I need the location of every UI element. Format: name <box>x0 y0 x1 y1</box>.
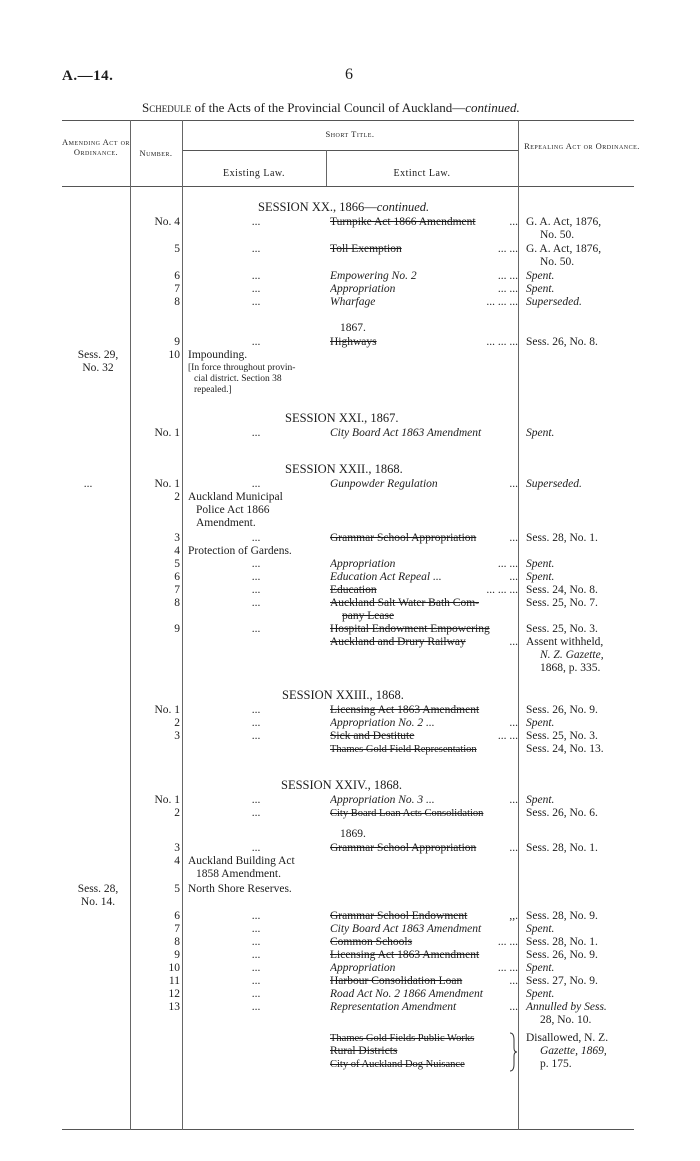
extinct-law <box>330 283 518 296</box>
short-title-rule <box>182 150 518 151</box>
session-title: SESSION XX., 1866— <box>258 200 377 214</box>
extinct-law <box>330 717 518 730</box>
repealing-act: Spent. <box>526 988 555 1000</box>
table-row <box>0 491 700 504</box>
existing-law: ... <box>251 988 261 1000</box>
title-suffix: continued. <box>465 100 520 115</box>
repealing-act: Spent. <box>526 962 555 974</box>
existing-law: ... <box>251 270 261 282</box>
extinct-text: Grammar School Appropriation <box>330 532 477 544</box>
extinct-text: Education <box>330 584 377 596</box>
repealing-act: Sess. 24, No. 13. <box>526 743 604 755</box>
leader-dots: ... <box>509 571 518 583</box>
schedule-title <box>142 100 520 116</box>
existing-law: ... <box>251 807 261 819</box>
repealing-act: No. 50. <box>540 256 575 268</box>
existing-law: ... <box>251 243 261 255</box>
table-row <box>0 896 700 909</box>
row-number: 5 <box>174 883 180 895</box>
repealing-act: Sess. 25, No. 3. <box>526 730 598 742</box>
repealing-act: Sess. 28, No. 1. <box>526 532 598 544</box>
existing-law: ... <box>251 623 261 635</box>
repealing-act: Sess. 26, No. 8. <box>526 336 598 348</box>
extinct-law: City Board Loan Acts Consolidation <box>330 808 484 819</box>
extinct-law: Licensing Act 1863 Amendment <box>330 949 480 961</box>
row-number: 9 <box>174 949 180 961</box>
repealing-act: Superseded. <box>526 478 582 490</box>
law-note: [In force throughout provin- <box>188 363 296 373</box>
table-row <box>0 743 700 756</box>
extinct-law <box>330 1001 518 1014</box>
table-row <box>0 229 700 242</box>
extinct-law: City Board Act 1863 Amendment <box>330 427 482 439</box>
leader-dots: ... <box>509 842 518 854</box>
existing-law: ... <box>251 923 261 935</box>
existing-law: ... <box>251 558 261 570</box>
extinct-law: Rural Districts <box>330 1045 398 1057</box>
repealing-act: Gazette, 1869, <box>540 1045 607 1057</box>
existing-law: ... <box>251 532 261 544</box>
extinct-law <box>330 975 518 988</box>
repealing-act: Spent. <box>526 571 555 583</box>
repealing-act: Sess. 28, No. 1. <box>526 936 598 948</box>
repealing-act: Sess. 26, No. 9. <box>526 949 598 961</box>
existing-law: ... <box>251 597 261 609</box>
repealing-act: G. A. Act, 1876, <box>526 243 602 255</box>
leader-dots: ... ... <box>497 936 518 948</box>
row-number: 12 <box>168 988 180 1000</box>
extinct-law <box>330 636 518 649</box>
year-heading <box>0 322 700 335</box>
row-number: 3 <box>174 532 180 544</box>
table-row <box>0 517 700 530</box>
repealing-act: 28, No. 10. <box>540 1014 592 1026</box>
existing-law: Impounding. <box>188 349 248 361</box>
existing-law: ... <box>251 571 261 583</box>
extinct-law <box>330 571 518 584</box>
existing-law: ... <box>251 949 261 961</box>
extinct-law <box>330 936 518 949</box>
law-note: cial district. Section 38 <box>194 374 282 384</box>
row-number: 3 <box>174 730 180 742</box>
row-number: 5 <box>174 558 180 570</box>
extinct-text: Education Act Repeal ... <box>330 571 442 583</box>
existing-law: Amendment. <box>196 517 256 529</box>
row-number: 7 <box>174 584 180 596</box>
table-row <box>0 558 700 571</box>
repealing-act: Spent. <box>526 427 555 439</box>
table-row <box>0 1045 700 1058</box>
table-row <box>0 962 700 975</box>
repealing-act: Sess. 26, No. 6. <box>526 807 598 819</box>
row-number: 6 <box>174 270 180 282</box>
table-row <box>0 504 700 517</box>
title-prefix: Schedule <box>142 100 192 115</box>
law-note: repealed.] <box>194 385 232 395</box>
extinct-text: Empowering No. 2 <box>330 270 417 282</box>
amending-act: No. 14. <box>80 896 116 908</box>
extinct-law <box>330 243 518 256</box>
extinct-text: Common Schools <box>330 936 413 948</box>
row-number: No. 1 <box>154 478 180 490</box>
existing-law: ... <box>251 216 261 228</box>
extinct-law: City Board Act 1863 Amendment <box>330 923 482 935</box>
table-row <box>0 336 700 349</box>
row-number: 6 <box>174 910 180 922</box>
row-number: 8 <box>174 936 180 948</box>
repealing-act: No. 50. <box>540 229 575 241</box>
existing-law: ... <box>251 296 261 308</box>
leader-dots: ... ... <box>497 558 518 570</box>
existing-law: ... <box>251 1001 261 1013</box>
extinct-law <box>330 910 518 923</box>
repealing-act: Spent. <box>526 923 555 935</box>
table-row <box>0 610 700 623</box>
document-code: A.—14. <box>62 68 114 84</box>
extinct-law <box>330 336 518 349</box>
column-header-short-title: Short Title. <box>325 129 375 139</box>
row-number: 11 <box>168 975 180 987</box>
column-header-repealing: Repealing Act or Ordinance. <box>524 141 640 151</box>
extinct-text: Grammar School Appropriation <box>330 842 477 854</box>
table-row <box>0 1032 700 1045</box>
row-number: 6 <box>174 571 180 583</box>
repealing-act: Sess. 24, No. 8. <box>526 584 598 596</box>
existing-law: ... <box>251 283 261 295</box>
extinct-law <box>330 730 518 743</box>
repealing-act: Spent. <box>526 270 555 282</box>
column-header-existing: Existing Law. <box>223 168 285 179</box>
repealing-act: Spent. <box>526 558 555 570</box>
repealing-act: Superseded. <box>526 296 582 308</box>
repealing-act: Sess. 28, No. 9. <box>526 910 598 922</box>
table-row <box>0 349 700 362</box>
extinct-text: Harbour Consolidation Loan <box>330 975 463 987</box>
extinct-law <box>330 584 518 597</box>
extinct-text: Sick and Destitute <box>330 730 415 742</box>
table-row <box>0 623 700 636</box>
table-row <box>0 256 700 269</box>
table-row <box>0 532 700 545</box>
row-number: 7 <box>174 923 180 935</box>
row-number: 2 <box>174 807 180 819</box>
year-label: 1867. <box>340 322 366 334</box>
leader-dots: ... ... <box>497 730 518 742</box>
row-number: 10 <box>168 349 180 361</box>
repealing-act: Spent. <box>526 283 555 295</box>
amending-act: Sess. 29, <box>77 349 119 361</box>
repealing-act: N. Z. Gazette, <box>540 649 604 661</box>
existing-law: ... <box>251 336 261 348</box>
existing-law: Protection of Gardens. <box>188 545 292 557</box>
session-heading: SESSION XXIV., 1868. <box>281 778 402 792</box>
extinct-text: Toll Exemption <box>330 243 402 255</box>
row-number: 2 <box>174 491 180 503</box>
table-row <box>0 1001 700 1014</box>
amending-act: Sess. 28, <box>77 883 119 895</box>
header-bottom-rule <box>62 186 634 187</box>
row-number: 4 <box>174 545 180 557</box>
page-number: 6 <box>345 66 353 83</box>
extinct-law <box>330 558 518 571</box>
row-number: No. 1 <box>154 704 180 716</box>
extinct-text: Auckland and Drury Railway <box>330 636 466 648</box>
year-heading <box>0 828 700 841</box>
table-top-rule <box>62 120 634 121</box>
existing-law: ... <box>251 962 261 974</box>
table-row <box>0 794 700 807</box>
table-row <box>0 807 700 820</box>
table-row <box>0 923 700 936</box>
extinct-law <box>330 478 518 491</box>
repealing-act: p. 175. <box>540 1058 572 1070</box>
extinct-law: Thames Gold Field Representation <box>330 744 477 755</box>
table-row <box>0 478 700 491</box>
repealing-act: Spent. <box>526 794 555 806</box>
extinct-law <box>330 296 518 309</box>
amending-act: No. 32 <box>82 362 114 374</box>
leader-dots: ... ... <box>497 962 518 974</box>
row-number: 9 <box>174 623 180 635</box>
table-row <box>0 649 700 662</box>
table-row <box>0 936 700 949</box>
leader-dots: ... <box>509 532 518 544</box>
leader-dots: ... ... <box>497 243 518 255</box>
table-row <box>0 855 700 868</box>
table-row <box>0 597 700 610</box>
leader-dots: ... ... ... <box>486 336 518 348</box>
existing-law: ... <box>251 704 261 716</box>
repealing-act: Spent. <box>526 717 555 729</box>
row-number: No. 1 <box>154 794 180 806</box>
repealing-act: Disallowed, N. Z. <box>526 1032 609 1044</box>
table-row <box>0 730 700 743</box>
leader-dots: ... <box>509 636 518 648</box>
table-row <box>0 868 700 881</box>
existing-law: North Shore Reserves. <box>188 883 292 895</box>
leader-dots: ... <box>509 1001 518 1013</box>
table-row <box>0 384 700 397</box>
existing-law: ... <box>251 910 261 922</box>
repealing-act: Sess. 26, No. 9. <box>526 704 598 716</box>
extinct-law: Thames Gold Fields Public Works <box>330 1033 475 1044</box>
existing-law: ... <box>251 842 261 854</box>
leader-dots: ... <box>509 478 518 490</box>
row-number: 13 <box>168 1001 180 1013</box>
amending-act: ... <box>83 478 93 490</box>
table-row <box>0 270 700 283</box>
column-header-amending: Amending Act or Ordinance. <box>62 137 130 157</box>
existing-law: ... <box>251 478 261 490</box>
table-row <box>0 427 700 440</box>
leader-dots: ... ... <box>497 283 518 295</box>
row-number: 7 <box>174 283 180 295</box>
extinct-text: Wharfage <box>330 296 376 308</box>
table-row <box>0 216 700 229</box>
extinct-text: Representation Amendment <box>330 1001 457 1013</box>
session-heading: SESSION XXII., 1868. <box>285 462 403 476</box>
leader-dots: ... <box>509 216 518 228</box>
repealing-act: 1868, p. 335. <box>540 662 601 674</box>
row-number: 8 <box>174 597 180 609</box>
repealing-act: Sess. 25, No. 3. <box>526 623 598 635</box>
extinct-text: Highways <box>330 336 377 348</box>
extinct-law <box>330 216 518 229</box>
table-row <box>0 636 700 649</box>
table-row <box>0 1058 700 1071</box>
session-heading <box>258 200 429 215</box>
extinct-law <box>330 532 518 545</box>
leader-dots: ... ... ... <box>486 296 518 308</box>
table-row <box>0 243 700 256</box>
leader-dots: ... ... <box>497 270 518 282</box>
repealing-act: Sess. 28, No. 1. <box>526 842 598 854</box>
table-row <box>0 283 700 296</box>
table-row <box>0 842 700 855</box>
leader-dots: ,,. <box>509 910 518 922</box>
existing-law: ... <box>251 936 261 948</box>
existing-law: Auckland Municipal <box>188 491 283 503</box>
table-bottom-rule <box>62 1129 634 1130</box>
table-row <box>0 988 700 1001</box>
session-heading: SESSION XXIII., 1868. <box>282 688 404 702</box>
existing-law: Police Act 1866 <box>196 504 270 516</box>
leader-dots: ... <box>509 717 518 729</box>
row-number: 4 <box>174 855 180 867</box>
extinct-law: pany Lease <box>342 610 395 622</box>
table-row <box>0 883 700 896</box>
table-row <box>0 1014 700 1027</box>
repealing-act: G. A. Act, 1876, <box>526 216 602 228</box>
row-number: 8 <box>174 296 180 308</box>
table-row <box>0 571 700 584</box>
extinct-law: Hospital Endowment Empowering <box>330 623 490 635</box>
repealing-act: Assent withheld, <box>526 636 604 648</box>
extinct-text: Appropriation <box>330 558 396 570</box>
table-row <box>0 296 700 309</box>
row-number: 10 <box>168 962 180 974</box>
extinct-text: Appropriation No. 2 ... <box>330 717 435 729</box>
table-row <box>0 545 700 558</box>
table-row <box>0 717 700 730</box>
session-continued: continued. <box>376 200 430 214</box>
existing-law: ... <box>251 975 261 987</box>
extinct-text: Grammar School Endowment <box>330 910 468 922</box>
existing-law: ... <box>251 584 261 596</box>
table-row <box>0 584 700 597</box>
existing-law: ... <box>251 717 261 729</box>
extinct-law: Licensing Act 1863 Amendment <box>330 704 480 716</box>
extinct-text: Gunpowder Regulation <box>330 478 438 490</box>
year-label: 1869. <box>340 828 366 840</box>
table-row <box>0 704 700 717</box>
title-main: of the Acts of the Provincial Council of Auckland— <box>191 100 466 115</box>
repealing-act: Annulled by Sess. <box>526 1001 607 1013</box>
row-number: No. 4 <box>154 216 180 228</box>
table-row <box>0 949 700 962</box>
extinct-law <box>330 842 518 855</box>
row-number: 9 <box>174 336 180 348</box>
extinct-law <box>330 962 518 975</box>
column-header-number: Number. <box>139 148 173 158</box>
extinct-text: Appropriation No. 3 ... <box>330 794 435 806</box>
repealing-act: Sess. 25, No. 7. <box>526 597 598 609</box>
row-number: 5 <box>174 243 180 255</box>
existing-law: ... <box>251 427 261 439</box>
extinct-law: City of Auckland Dog Nuisance <box>330 1059 465 1070</box>
column-header-extinct: Extinct Law. <box>393 168 451 179</box>
table-row <box>0 910 700 923</box>
leader-dots: ... <box>509 975 518 987</box>
extinct-law <box>330 794 518 807</box>
row-number: 3 <box>174 842 180 854</box>
row-number: 2 <box>174 717 180 729</box>
extinct-law <box>330 270 518 283</box>
extinct-law: Auckland Salt Water Bath Com- <box>330 597 479 609</box>
table-row <box>0 975 700 988</box>
leader-dots: ... ... ... <box>486 584 518 596</box>
table-row <box>0 662 700 675</box>
session-heading: SESSION XXI., 1867. <box>285 411 399 425</box>
extinct-law: Road Act No. 2 1866 Amendment <box>330 988 483 1000</box>
leader-dots: ... <box>509 794 518 806</box>
extinct-text: Appropriation <box>330 962 396 974</box>
existing-law: ... <box>251 794 261 806</box>
existing-law: 1858 Amendment. <box>196 868 281 880</box>
existing-law: Auckland Building Act <box>188 855 295 867</box>
extinct-text: Turnpike Act 1866 Amendment <box>330 216 476 228</box>
grouping-brace <box>508 1032 518 1072</box>
extinct-text: Appropriation <box>330 283 396 295</box>
existing-law: ... <box>251 730 261 742</box>
repealing-act: Sess. 27, No. 9. <box>526 975 598 987</box>
row-number: No. 1 <box>154 427 180 439</box>
